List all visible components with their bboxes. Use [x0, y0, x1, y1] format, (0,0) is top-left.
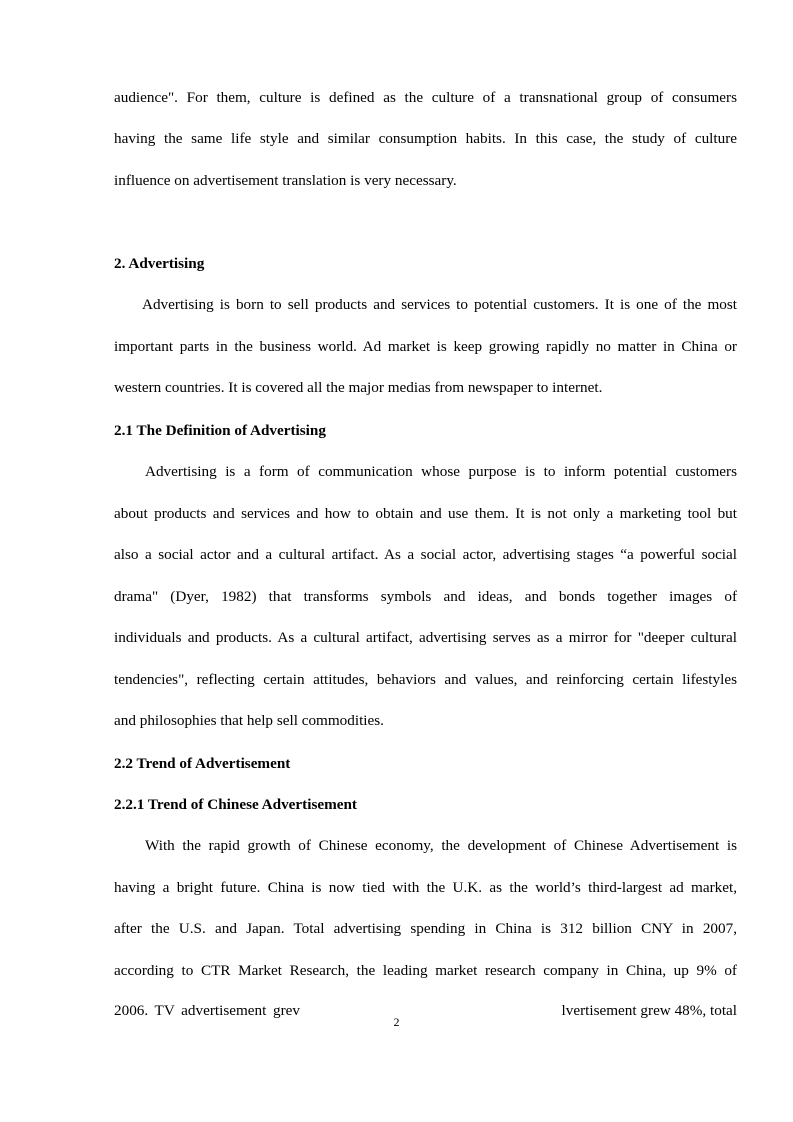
paragraph-line: individuals and products. As a cultural artifact, advertising serves as a mirror for "deeper cultural — [114, 629, 737, 646]
page-number: 2 — [393, 1015, 400, 1029]
paragraph-line: influence on advertisement translation is very necessary. — [114, 172, 457, 189]
paragraph-line: about products and services and how to obtain and use them. It is not only a marketing tool but — [114, 505, 737, 522]
section-heading: 2. Advertising — [114, 255, 205, 272]
paragraph-line: according to CTR Market Research, the leading market research company in China, up 9% of — [114, 962, 737, 979]
subsubsection-heading: 2.2.1 Trend of Chinese Advertisement — [114, 796, 357, 813]
paragraph-line: With the rapid growth of Chinese economy, the development of Chinese Advertisement is — [145, 837, 737, 854]
paragraph-line: also a social actor and a cultural artifact. As a social actor, advertising stages “a powerful social — [114, 546, 737, 563]
truncated-line-left: 2006. TV advertisement grev — [114, 1002, 300, 1019]
paragraph-line: and philosophies that help sell commodities. — [114, 712, 384, 729]
subsection-heading: 2.1 The Definition of Advertising — [114, 422, 326, 439]
paragraph-line: having the same life style and similar consumption habits. In this case, the study of culture — [114, 130, 737, 147]
paragraph-line: having a bright future. China is now tied with the U.K. as the world’s third-largest ad market, — [114, 879, 737, 896]
paragraph-line: tendencies", reflecting certain attitudes, behaviors and values, and reinforcing certain lifestyles — [114, 671, 737, 688]
truncated-line-right-text: lvertisement grew 48%, total — [561, 1002, 737, 1019]
paragraph-line: Advertising is a form of communication whose purpose is to inform potential customers — [145, 463, 737, 480]
paragraph-line: Advertising is born to sell products and services to potential customers. It is one of the most — [142, 296, 737, 313]
paragraph-line: important parts in the business world. Ad market is keep growing rapidly no matter in China or — [114, 338, 737, 355]
paragraph-line: audience". For them, culture is defined as the culture of a transnational group of consumers — [114, 89, 737, 106]
paragraph-line: drama" (Dyer, 1982) that transforms symbols and ideas, and bonds together images of — [114, 588, 737, 605]
paragraph-line: western countries. It is covered all the major medias from newspaper to internet. — [114, 379, 603, 396]
paragraph-line: after the U.S. and Japan. Total advertising spending in China is 312 billion CNY in 2007, — [114, 920, 737, 937]
subsection-heading: 2.2 Trend of Advertisement — [114, 755, 291, 772]
